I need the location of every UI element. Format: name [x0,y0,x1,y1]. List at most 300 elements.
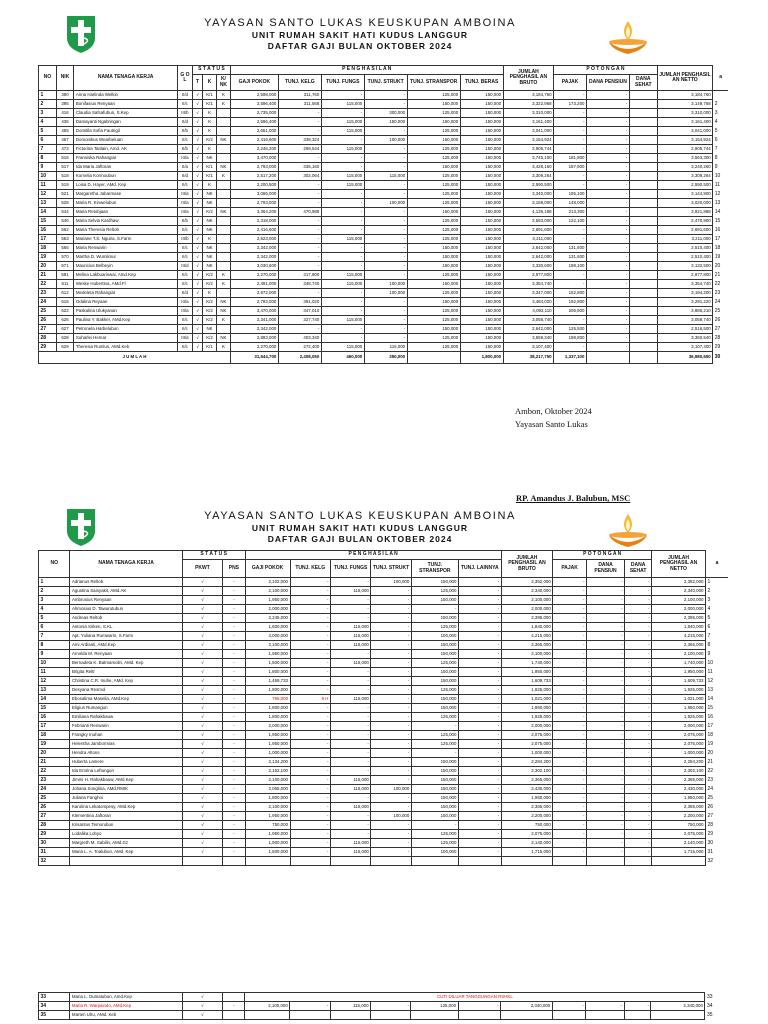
row-no: 28 [39,821,70,830]
row-pajak: - [553,731,587,740]
col-strukt: TUNJ. STRUKT [371,560,411,578]
row-gaji: 1,950,000 [245,650,290,659]
row-pajak: - [554,145,587,154]
row-bruto: 2,140,000 [501,839,553,848]
col-nik: NIK [56,66,74,91]
row-pajak: 213,300 [554,208,587,217]
row-no: 13 [39,686,70,695]
row-pensiun: - [586,722,624,731]
row-transpor: 150,000 [411,758,458,767]
row-kelg: - [290,749,330,758]
row-no: 31 [39,848,70,857]
row-no: 22 [39,280,57,289]
row-no: 11 [39,668,70,677]
row-sehat [629,127,657,136]
row-pensiun: - [586,208,629,217]
col-netto: JUMLAH PENGHASIL AN NETTO [657,66,713,91]
row-pns: - [223,713,245,722]
row-nik: 436 [56,118,74,127]
row-name: Damayanti Ngabringan [74,118,178,127]
row-name: Lodalika Lobyo [70,830,182,839]
row-side-number: 22 [707,767,714,774]
row-bruto: 3,184,760 [503,91,554,100]
hospital-logo-icon [62,14,100,54]
row-transpor: 125,000 [407,343,460,352]
row-beras: 150,000 [460,163,503,172]
row-lainnya: - [458,632,501,641]
row-netto: 3,107,400 [657,343,713,352]
row-transpor: 125,000 [407,316,460,325]
total-sehat [629,352,657,364]
row-sehat: - [625,614,652,623]
row-name: Maria R. Warpaindo, AMd.Kep [70,1002,182,1011]
row-sehat [624,1011,651,1020]
row-bruto: 2,365,000 [501,776,553,785]
row-kelg: 335,160 [278,163,321,172]
row-lainnya: - [458,758,501,767]
row-lainnya [458,857,501,866]
row-strukt: - [371,623,411,632]
row-gaji: 2,342,000 [230,325,278,334]
row-knk [216,262,230,271]
row-pkwt: √ [182,713,222,722]
row-fungs: - [321,217,364,226]
row-strukt: 100,000 [364,136,407,145]
col-pkwt: PKWT [182,560,222,578]
row-nik: 626 [56,316,74,325]
row-beras: 150,000 [460,262,503,271]
col-penghasilan: P E N G H A S I L A N [245,551,501,560]
row-pns: - [223,839,245,848]
row-gaji: 2,342,000 [230,253,278,262]
row-sehat [629,100,657,109]
col-fungs: TUNJ. FUNGS [330,560,370,578]
row-pensiun: - [586,821,624,830]
row-bruto [501,1011,553,1020]
row-t: √ [193,343,203,352]
row-gaji: 1,950,000 [245,830,290,839]
row-strukt: - [364,163,407,172]
row-name: Bernadeta K. Batmamolin, AMd. Kep [70,659,182,668]
row-transpor: 150,000 [407,253,460,262]
row-pajak: - [553,596,587,605]
row-t: √ [193,217,203,226]
row-lainnya: - [458,722,501,731]
row-strukt: - [364,127,407,136]
table-row [39,226,729,235]
row-gol: II/c [177,271,192,280]
row-t: √ [193,208,203,217]
row-transpor: 125,000 [411,1002,458,1011]
row-pns: - [223,587,245,596]
row-gaji: 2,100,000 [245,776,290,785]
row-knk [216,253,230,262]
row-lainnya: - [458,1002,501,1011]
row-gol: III/d [177,262,192,271]
row-pkwt: √ [182,785,222,794]
row-side-number: 12 [707,677,714,684]
row-pajak: 131,600 [554,253,587,262]
row-transpor: - [411,605,458,614]
row-t: √ [193,199,203,208]
row-k: NK [203,199,217,208]
table-row [39,857,729,866]
row-pajak: - [554,136,587,145]
row-netto: 3,211,000 [657,235,713,244]
col-gaji: GAJI POKOK [230,75,278,91]
row-strukt: - [364,181,407,190]
row-strukt [371,1011,411,1020]
row-kelg: - [278,181,321,190]
row-gaji: 2,245,000 [245,614,290,623]
row-bruto: 2,365,000 [501,803,553,812]
row-side-number: 6 [707,623,711,630]
row-netto: 4,215,000 [652,632,706,641]
row-knk [216,325,230,334]
row-strukt: - [371,713,411,722]
row-pensiun: - [586,848,624,857]
row-side-number: 17 [714,235,721,242]
row-name: Loisa D. Hayer, AMd. Kep [74,181,178,190]
row-gol: II/b [177,127,192,136]
row-sehat: - [625,722,652,731]
row-pajak: 195,100 [554,190,587,199]
row-netto: 2,395,000 [652,614,706,623]
row-gaji: 2,270,000 [230,343,278,352]
row-pensiun: - [586,334,629,343]
row-gaji: 3,470,000 [230,307,278,316]
row-t: √ [193,244,203,253]
row-fungs: - [321,109,364,118]
table-row [39,163,729,172]
row-netto: 2,000,000 [652,605,706,614]
row-transpor: 150,000 [407,325,460,334]
row-lainnya: - [458,731,501,740]
row-pensiun: - [586,136,629,145]
row-pkwt: √ [182,677,222,686]
row-gaji: 2,065,000 [245,785,290,794]
row-fungs: 115,000 [321,316,364,325]
row-pns: - [223,731,245,740]
row-transpor: 100,000 [411,632,458,641]
row-pkwt: √ [182,830,222,839]
row-lainnya: - [458,704,501,713]
table-row [39,181,729,190]
leave-note: CUTI DILUAR TANGGUNGAN RSHKL [245,993,705,1002]
row-name: Apt. Yuliana Rumwarin, S.Farm [70,632,182,641]
row-no: 1 [39,91,57,100]
row-kelg: - [290,740,330,749]
row-pkwt: √ [182,839,222,848]
row-sehat [629,235,657,244]
row-fungs: - [330,704,370,713]
row-sehat: - [625,605,652,614]
row-name: Domonikus Wearbeluan [74,136,178,145]
row-gaji: 1,800,000 [245,668,290,677]
row-fungs [330,857,370,866]
row-lainnya: - [458,695,501,704]
row-t: √ [193,91,203,100]
row-no: 8 [39,641,70,650]
row-gaji: 2,270,000 [230,271,278,280]
table-row [39,154,729,163]
row-gol: III/b [177,109,192,118]
row-name: Bonifasius Renyaan [74,100,178,109]
row-transpor: 150,000 [411,803,458,812]
row-kelg: 403,340 [278,334,321,343]
row-beras: 150,000 [460,289,503,298]
table-row [39,100,729,109]
row-sehat [629,280,657,289]
row-sehat [629,91,657,100]
row-name: Emiliana Rahakbauw [70,713,182,722]
row-transpor: 125,000 [407,226,460,235]
row-pensiun: - [586,749,624,758]
row-pns: - [223,623,245,632]
row-gaji: 2,342,000 [230,244,278,253]
row-knk [216,226,230,235]
row-nik: 390 [56,91,74,100]
row-bruto: 3,168,000 [503,199,554,208]
row-kelg: - [278,118,321,127]
row-strukt: - [364,307,407,316]
row-fungs: 115,000 [321,280,364,289]
row-strukt: 300,000 [364,109,407,118]
row-sehat: - [625,830,652,839]
row-fungs: - [330,596,370,605]
row-name: Paskalina Ulukyanan [74,307,178,316]
row-netto: 2,365,000 [652,803,706,812]
row-pkwt: √ [182,641,222,650]
row-fungs: - [330,767,370,776]
row-pkwt: √ [182,704,222,713]
row-netto: 3,144,900 [657,190,713,199]
row-pkwt: √ [182,803,222,812]
row-bruto: 2,200,000 [501,812,553,821]
row-nik: 565 [56,244,74,253]
row-fungs: - [330,758,370,767]
row-knk: K [216,172,230,181]
row-pajak: - [553,632,587,641]
row-bruto: 1,950,000 [501,668,553,677]
row-netto: 1,609,733 [652,677,706,686]
row-sehat: - [625,578,652,587]
table-row [39,848,729,857]
row-side-number: 12 [714,190,721,197]
table-row [39,587,729,596]
row-side-number: 11 [714,181,720,188]
row-nik: 467 [56,136,74,145]
row-sehat: - [625,839,652,848]
row-no: 10 [39,172,57,181]
col-pajak: PAJAK [553,560,587,578]
total-bruto: 38,217,750 [503,352,554,364]
row-lainnya: - [458,650,501,659]
row-netto: 1,950,000 [652,794,706,803]
row-pajak: - [554,109,587,118]
row-fungs: 115,000 [330,587,370,596]
table-row [39,343,729,352]
row-netto: 1,021,000 [652,695,706,704]
row-kelg: - [290,641,330,650]
row-netto: 2,302,100 [652,767,706,776]
row-kelg: 9 H [290,695,330,704]
row-gaji: 2,246,200 [230,145,278,154]
row-pajak: 131,600 [554,244,587,253]
row-bruto: 2,075,000 [501,830,553,839]
table-row [39,659,729,668]
row-strukt: - [371,596,411,605]
row-k: NK [203,190,217,199]
row-strukt: - [371,587,411,596]
row-no: 17 [39,722,70,731]
row-fungs: 115,000 [321,271,364,280]
row-strukt: - [371,1002,411,1011]
row-strukt: - [371,758,411,767]
row-pensiun: - [586,1002,624,1011]
row-t: √ [193,172,203,181]
row-no: 29 [39,343,57,352]
row-side-number: 3 [707,596,711,603]
row-pajak: - [553,740,587,749]
row-transpor: 125,000 [411,830,458,839]
row-sehat: - [625,821,652,830]
table-row [39,677,729,686]
row-sehat [629,208,657,217]
row-netto: 2,470,900 [657,217,713,226]
row-gol: II/d [177,118,192,127]
row-pajak: - [553,803,587,812]
row-nik: 546 [56,217,74,226]
row-transpor: 125,000 [407,127,460,136]
row-pensiun: - [586,740,624,749]
row-sehat: - [625,632,652,641]
row-strukt: - [364,154,407,163]
row-k: K/2 [203,271,217,280]
row-lainnya: - [458,740,501,749]
col-pajak: PAJAK [554,75,587,91]
row-netto: 3,354,740 [657,280,713,289]
row-kelg: 391,020 [278,298,321,307]
row-sehat: - [625,740,652,749]
col-a: a [705,551,728,578]
row-k: NK [203,244,217,253]
row-side-number: 7 [707,632,711,639]
row-gol: II/d [177,172,192,181]
row-sehat: - [625,623,652,632]
row-pns: - [223,821,245,830]
row-side-number: 15 [714,217,721,224]
row-beras: 150,000 [460,280,503,289]
col-transpor: TUNJ. STRANSPOR [411,560,458,578]
row-pajak: - [554,127,587,136]
row-bruto: 2,340,000 [501,1002,553,1011]
table-row [39,1002,728,1011]
table-row [39,109,729,118]
row-knk [216,127,230,136]
row-strukt: - [371,641,411,650]
row-fungs: 115,000 [330,839,370,848]
row-side-number: 11 [707,668,713,675]
row-knk: NK [216,307,230,316]
row-transpor: - [411,722,458,731]
row-kelg: 311,568 [278,100,321,109]
row-t: √ [193,325,203,334]
row-pns: - [223,641,245,650]
row-pensiun: - [586,650,624,659]
row-pajak: - [553,650,587,659]
row-pajak: - [553,614,587,623]
row-sehat [629,325,657,334]
row-nik: 416 [56,109,74,118]
row-fungs: - [330,650,370,659]
row-kelg: - [290,668,330,677]
row-pajak: 173,200 [554,100,587,109]
row-lainnya: - [458,659,501,668]
row-sehat [629,199,657,208]
row-pensiun: - [586,91,629,100]
row-beras: 150,000 [460,271,503,280]
row-fungs [330,1011,370,1020]
row-bruto: 2,642,000 [503,325,554,334]
row-side-number: 14 [714,208,721,215]
row-pns: - [223,785,245,794]
col-beras: TUNJ. BERAS [460,75,503,91]
row-pensiun: - [586,190,629,199]
row-transpor: 150,000 [411,794,458,803]
row-netto: 1,740,000 [652,659,706,668]
col-bruto: JUMLAH PENGHASIL AN BRUTO [501,551,553,578]
row-kelg: - [290,686,330,695]
row-fungs: 115,000 [321,235,364,244]
row-side-number: 17 [707,722,714,729]
row-name: Mauricius Belbeyin [74,262,178,271]
row-name: Karolina Lekatompesy, AMd.Kep [70,803,182,812]
row-pkwt: √ [182,605,222,614]
row-side-number: 28 [707,821,714,828]
row-t: √ [193,154,203,163]
row-netto: 2,590,500 [657,181,713,190]
row-bruto: 3,428,160 [503,163,554,172]
row-knk: NK [216,334,230,343]
row-nik: 455 [56,127,74,136]
row-t: √ [193,163,203,172]
row-gaji: 2,416,600 [230,136,278,145]
row-lainnya: - [458,614,501,623]
row-sehat: - [625,704,652,713]
row-knk: K [216,91,230,100]
row-t: √ [193,334,203,343]
row-pns: - [223,704,245,713]
row-pensiun: - [586,605,624,614]
row-bruto: 3,745,100 [503,154,554,163]
row-name: Medeleta Rahangiar [74,289,178,298]
row-knk: K [216,100,230,109]
row-strukt: - [371,776,411,785]
row-strukt: 100,000 [364,199,407,208]
row-no: 10 [39,659,70,668]
row-pajak: - [553,578,587,587]
row-k: K [203,118,217,127]
row-strukt: 115,000 [364,172,407,181]
row-bruto: 3,154,924 [503,136,554,145]
row-fungs: - [330,830,370,839]
col-sehat: DANA SEHAT [625,560,652,578]
row-fungs: - [330,731,370,740]
row-bruto: 1,021,000 [501,695,553,704]
row-fungs: - [321,244,364,253]
row-netto: 1,950,000 [652,668,706,677]
